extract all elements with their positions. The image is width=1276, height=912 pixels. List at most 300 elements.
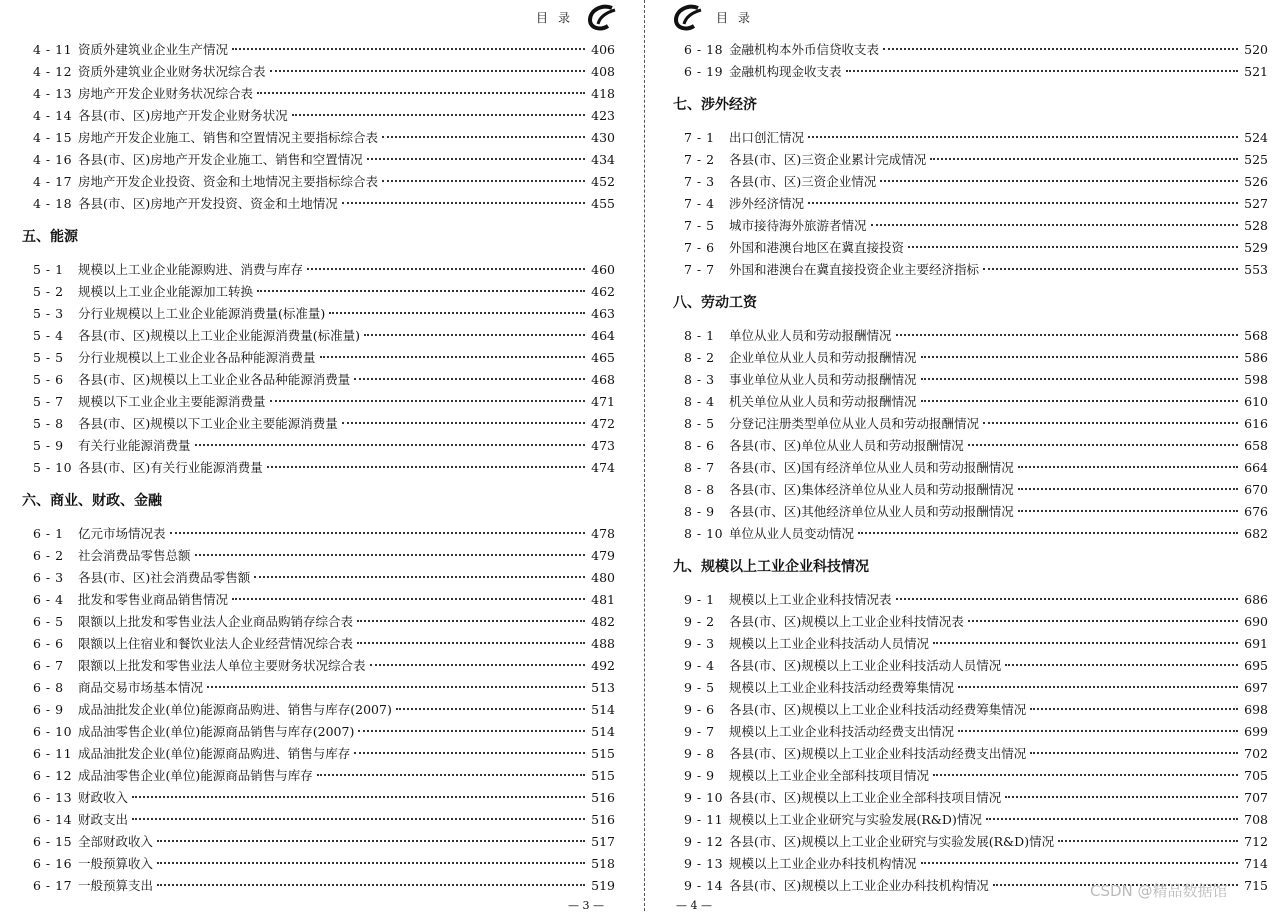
dot-leader [270, 400, 585, 402]
toc-entry[interactable] [660, 215, 1276, 237]
entry-title: 机关单位从业人员和劳动报酬情况 [729, 394, 917, 409]
entry-page: 702 [1244, 746, 1268, 761]
toc-entry[interactable] [660, 633, 1276, 655]
toc-entry[interactable] [0, 457, 630, 479]
entry-title: 资质外建筑业企业财务状况综合表 [78, 64, 266, 79]
dot-leader [132, 818, 585, 820]
dot-leader [329, 312, 585, 314]
dot-leader [157, 862, 585, 864]
entry-title: 金融机构现金收支表 [729, 64, 842, 79]
toc-entry[interactable] [0, 523, 630, 545]
dot-leader [157, 840, 585, 842]
toc-entry[interactable] [0, 105, 630, 127]
dot-leader [354, 752, 585, 754]
entry-page: 521 [1244, 64, 1268, 79]
entry-page: 519 [591, 878, 615, 893]
entry-page: 698 [1244, 702, 1268, 717]
entry-title: 各县(市、区)规模以上工业企业能源消费量(标准量) [78, 328, 361, 343]
entry-number: 8 - 5 [684, 416, 715, 431]
toc-entry[interactable] [0, 369, 630, 391]
entry-page: 463 [591, 306, 615, 321]
dot-leader [382, 136, 585, 138]
entry-title: 各县(市、区)规模以上工业企业科技情况表 [729, 614, 964, 629]
dot-leader [921, 356, 1238, 358]
toc-entry[interactable] [660, 61, 1276, 83]
entry-number: 9 - 6 [684, 702, 715, 717]
section-heading: 九、规模以上工业企业科技情况 [673, 559, 869, 575]
entry-number: 4 - 11 [33, 42, 73, 57]
entry-number: 5 - 5 [33, 350, 64, 365]
entry-title: 一般预算支出 [78, 878, 154, 893]
entry-page: 712 [1244, 834, 1268, 849]
toc-entry[interactable] [0, 259, 630, 281]
entry-page: 525 [1244, 152, 1268, 167]
dot-leader [354, 378, 585, 380]
entry-title: 外国和港澳台地区在冀直接投资 [729, 240, 905, 255]
toc-entry[interactable] [0, 831, 630, 853]
dot-leader [292, 114, 585, 116]
entry-page: 474 [591, 460, 615, 475]
dot-leader [930, 158, 1238, 160]
toc-entry[interactable] [660, 853, 1276, 875]
toc-entry[interactable] [0, 567, 630, 589]
entry-page: 658 [1244, 438, 1268, 453]
entry-number: 8 - 2 [684, 350, 715, 365]
entry-number: 4 - 12 [33, 64, 73, 79]
right-page [660, 0, 1276, 911]
toc-entry[interactable] [0, 633, 630, 655]
entry-page: 434 [591, 152, 615, 167]
dot-leader [1005, 664, 1238, 666]
entry-title: 成品油零售企业(单位)能源商品销售与库存(2007) [78, 724, 355, 739]
dot-leader [858, 532, 1238, 534]
toc-entry[interactable] [660, 523, 1276, 545]
toc-entry[interactable] [660, 193, 1276, 215]
entry-title: 限额以上批发和零售业法人单位主要财务状况综合表 [78, 658, 366, 673]
entry-number: 4 - 16 [33, 152, 73, 167]
toc-entry[interactable] [0, 677, 630, 699]
dot-leader [232, 598, 585, 600]
entry-title: 金融机构本外币信贷收支表 [729, 42, 880, 57]
dot-leader [958, 686, 1238, 688]
dot-leader [358, 730, 585, 732]
dot-leader [367, 158, 585, 160]
dot-leader [307, 268, 585, 270]
running-head: 目录 [716, 11, 761, 25]
entry-title: 限额以上批发和零售业法人企业商品购销存综合表 [78, 614, 354, 629]
entry-number: 8 - 1 [684, 328, 715, 343]
dot-leader [232, 48, 585, 50]
entry-page: 707 [1244, 790, 1268, 805]
entry-title: 各县(市、区)房地产开发企业财务状况 [78, 108, 288, 123]
toc-entry[interactable] [660, 149, 1276, 171]
entry-title: 各县(市、区)规模以上工业企业研究与实验发展(R&D)情况 [729, 834, 1055, 849]
toc-entry[interactable] [0, 413, 630, 435]
entry-number: 6 - 3 [33, 570, 64, 585]
page-number: — 4 — [676, 899, 712, 912]
publisher-logo-icon [586, 4, 618, 32]
dot-leader [846, 70, 1238, 72]
entry-number: 8 - 4 [684, 394, 715, 409]
entry-title: 城市接待海外旅游者情况 [729, 218, 867, 233]
entry-number: 6 - 1 [33, 526, 64, 541]
left-page [0, 0, 630, 911]
entry-page: 715 [1244, 878, 1268, 893]
toc-entry[interactable] [660, 413, 1276, 435]
toc-entry[interactable] [0, 347, 630, 369]
page-number: — 3 — [568, 899, 604, 912]
page-gutter [644, 0, 645, 911]
entry-page: 516 [591, 812, 615, 827]
entry-title: 房地产开发企业财务状况综合表 [78, 86, 254, 101]
entry-title: 规模以上工业企业能源加工转换 [78, 284, 254, 299]
entry-page: 452 [591, 174, 615, 189]
entry-number: 7 - 2 [684, 152, 715, 167]
dot-leader [908, 246, 1238, 248]
toc-entry[interactable] [660, 347, 1276, 369]
entry-page: 527 [1244, 196, 1268, 211]
entry-page: 408 [591, 64, 615, 79]
entry-page: 708 [1244, 812, 1268, 827]
entry-number: 6 - 16 [33, 856, 73, 871]
entry-number: 7 - 3 [684, 174, 715, 189]
toc-entry[interactable] [660, 765, 1276, 787]
entry-number: 4 - 17 [33, 174, 73, 189]
entry-title: 单位从业人员变动情况 [729, 526, 855, 541]
toc-entry[interactable] [0, 721, 630, 743]
entry-number: 6 - 17 [33, 878, 73, 893]
entry-title: 资质外建筑业企业生产情况 [78, 42, 229, 57]
toc-entry[interactable] [660, 479, 1276, 501]
entry-title: 各县(市、区)规模以上工业企业全部科技项目情况 [729, 790, 1002, 805]
entry-title: 规模以上工业企业科技活动经费筹集情况 [729, 680, 955, 695]
toc-entry[interactable] [0, 303, 630, 325]
toc-entry[interactable] [0, 853, 630, 875]
toc-entry[interactable] [660, 457, 1276, 479]
entry-title: 各县(市、区)三资企业累计完成情况 [729, 152, 927, 167]
entry-page: 462 [591, 284, 615, 299]
entry-title: 规模以上工业企业科技活动经费支出情况 [729, 724, 955, 739]
entry-number: 4 - 13 [33, 86, 73, 101]
entry-page: 423 [591, 108, 615, 123]
entry-number: 9 - 13 [684, 856, 724, 871]
dot-leader [986, 818, 1238, 820]
entry-number: 6 - 9 [33, 702, 64, 717]
toc-entry[interactable] [660, 611, 1276, 633]
entry-page: 610 [1244, 394, 1268, 409]
toc-entry[interactable] [660, 171, 1276, 193]
toc-entry[interactable] [660, 787, 1276, 809]
entry-title: 各县(市、区)其他经济单位从业人员和劳动报酬情况 [729, 504, 1014, 519]
dot-leader [270, 70, 585, 72]
entry-page: 514 [591, 702, 615, 717]
dot-leader [896, 334, 1238, 336]
entry-number: 6 - 2 [33, 548, 64, 563]
entry-number: 4 - 14 [33, 108, 73, 123]
toc-entry[interactable] [660, 809, 1276, 831]
entry-page: 515 [591, 768, 615, 783]
entry-page: 686 [1244, 592, 1268, 607]
toc-entry[interactable] [0, 39, 630, 61]
dot-leader [883, 48, 1238, 50]
entry-number: 5 - 2 [33, 284, 64, 299]
toc-entry[interactable] [660, 677, 1276, 699]
dot-leader [370, 664, 585, 666]
dot-leader [317, 774, 585, 776]
entry-number: 7 - 7 [684, 262, 715, 277]
entry-number: 5 - 3 [33, 306, 64, 321]
entry-title: 分行业规模以上工业企业各品种能源消费量 [78, 350, 316, 365]
entry-number: 5 - 8 [33, 416, 64, 431]
entry-title: 规模以上工业企业能源购进、消费与库存 [78, 262, 304, 277]
dot-leader [1018, 466, 1238, 468]
toc-entry[interactable] [0, 655, 630, 677]
entry-page: 482 [591, 614, 615, 629]
toc-entry[interactable] [660, 655, 1276, 677]
toc-entry[interactable] [660, 831, 1276, 853]
entry-title: 房地产开发企业施工、销售和空置情况主要指标综合表 [78, 130, 379, 145]
dot-leader [896, 598, 1238, 600]
dot-leader [396, 708, 585, 710]
dot-leader [1058, 840, 1238, 842]
entry-title: 亿元市场情况表 [78, 526, 166, 541]
entry-number: 9 - 8 [684, 746, 715, 761]
toc-entry[interactable] [0, 699, 630, 721]
entry-title: 各县(市、区)单位从业人员和劳动报酬情况 [729, 438, 964, 453]
entry-title: 有关行业能源消费量 [78, 438, 191, 453]
entry-page: 586 [1244, 350, 1268, 365]
entry-title: 涉外经济情况 [729, 196, 805, 211]
entry-number: 5 - 10 [33, 460, 73, 475]
entry-page: 478 [591, 526, 615, 541]
dot-leader [871, 224, 1238, 226]
dot-leader [357, 642, 585, 644]
toc-entry[interactable] [660, 237, 1276, 259]
watermark: CSDN @精品数据馆 [1090, 882, 1228, 900]
entry-title: 成品油批发企业(单位)能源商品购进、销售与库存 [78, 746, 351, 761]
toc-entry[interactable] [0, 589, 630, 611]
entry-title: 企业单位从业人员和劳动报酬情况 [729, 350, 917, 365]
entry-title: 各县(市、区)规模以上工业企业科技活动经费支出情况 [729, 746, 1027, 761]
section-heading: 五、能源 [22, 229, 78, 245]
entry-number: 8 - 7 [684, 460, 715, 475]
entry-page: 524 [1244, 130, 1268, 145]
entry-title: 限额以上住宿业和餐饮业法人企业经营情况综合表 [78, 636, 354, 651]
entry-title: 各县(市、区)社会消费品零售额 [78, 570, 251, 585]
entry-page: 514 [591, 724, 615, 739]
entry-title: 各县(市、区)房地产开发投资、资金和土地情况 [78, 196, 338, 211]
entry-page: 430 [591, 130, 615, 145]
entry-page: 664 [1244, 460, 1268, 475]
toc-entry[interactable] [0, 875, 630, 897]
entry-page: 697 [1244, 680, 1268, 695]
entry-number: 9 - 2 [684, 614, 715, 629]
entry-title: 全部财政收入 [78, 834, 154, 849]
running-head: 目录 [536, 11, 581, 25]
toc-entry[interactable] [0, 545, 630, 567]
dot-leader [170, 532, 585, 534]
entry-page: 616 [1244, 416, 1268, 431]
entry-number: 7 - 1 [684, 130, 715, 145]
entry-page: 468 [591, 372, 615, 387]
entry-page: 682 [1244, 526, 1268, 541]
entry-page: 529 [1244, 240, 1268, 255]
entry-title: 房地产开发企业投资、资金和土地情况主要指标综合表 [78, 174, 379, 189]
toc-entry[interactable] [660, 501, 1276, 523]
entry-page: 690 [1244, 614, 1268, 629]
toc-entry[interactable] [660, 259, 1276, 281]
entry-page: 460 [591, 262, 615, 277]
entry-page: 691 [1244, 636, 1268, 651]
toc-entry[interactable] [0, 83, 630, 105]
entry-page: 714 [1244, 856, 1268, 871]
entry-number: 9 - 14 [684, 878, 724, 893]
entry-number: 6 - 7 [33, 658, 64, 673]
entry-number: 8 - 9 [684, 504, 715, 519]
entry-number: 6 - 10 [33, 724, 73, 739]
toc-entry[interactable] [0, 193, 630, 215]
entry-title: 各县(市、区)规模以上工业企业办科技机构情况 [729, 878, 989, 893]
entry-page: 705 [1244, 768, 1268, 783]
entry-page: 471 [591, 394, 615, 409]
entry-page: 492 [591, 658, 615, 673]
entry-number: 6 - 19 [684, 64, 724, 79]
toc-entry[interactable] [660, 391, 1276, 413]
entry-number: 4 - 15 [33, 130, 73, 145]
dot-leader [357, 620, 585, 622]
entry-number: 6 - 8 [33, 680, 64, 695]
entry-title: 各县(市、区)集体经济单位从业人员和劳动报酬情况 [729, 482, 1014, 497]
entry-title: 外国和港澳台在冀直接投资企业主要经济指标 [729, 262, 980, 277]
entry-page: 553 [1244, 262, 1268, 277]
entry-page: 473 [591, 438, 615, 453]
entry-page: 676 [1244, 504, 1268, 519]
toc-entry[interactable] [0, 787, 630, 809]
toc-entry[interactable] [0, 127, 630, 149]
dot-leader [342, 422, 585, 424]
publisher-logo-icon [672, 4, 704, 32]
entry-page: 528 [1244, 218, 1268, 233]
toc-list [0, 39, 630, 897]
dot-leader [254, 576, 585, 578]
entry-number: 9 - 1 [684, 592, 715, 607]
toc-entry[interactable] [0, 809, 630, 831]
dot-leader [933, 642, 1238, 644]
dot-leader [157, 884, 585, 886]
entry-number: 7 - 6 [684, 240, 715, 255]
entry-title: 各县(市、区)国有经济单位从业人员和劳动报酬情况 [729, 460, 1014, 475]
entry-page: 455 [591, 196, 615, 211]
toc-entry[interactable] [0, 611, 630, 633]
toc-entry[interactable] [0, 149, 630, 171]
toc-entry[interactable] [0, 391, 630, 413]
entry-page: 526 [1244, 174, 1268, 189]
entry-title: 各县(市、区)规模以上工业企业各品种能源消费量 [78, 372, 351, 387]
dot-leader [808, 202, 1238, 204]
entry-number: 9 - 11 [684, 812, 724, 827]
entry-page: 480 [591, 570, 615, 585]
entry-page: 695 [1244, 658, 1268, 673]
dot-leader [921, 400, 1238, 402]
entry-title: 单位从业人员和劳动报酬情况 [729, 328, 892, 343]
entry-title: 事业单位从业人员和劳动报酬情况 [729, 372, 917, 387]
entry-number: 6 - 6 [33, 636, 64, 651]
entry-page: 515 [591, 746, 615, 761]
entry-number: 9 - 7 [684, 724, 715, 739]
toc-entry[interactable] [660, 721, 1276, 743]
entry-title: 规模以上工业企业科技活动人员情况 [729, 636, 930, 651]
entry-page: 517 [591, 834, 615, 849]
entry-page: 699 [1244, 724, 1268, 739]
entry-title: 各县(市、区)有关行业能源消费量 [78, 460, 263, 475]
entry-number: 9 - 3 [684, 636, 715, 651]
toc-entry[interactable] [0, 435, 630, 457]
entry-page: 513 [591, 680, 615, 695]
dot-leader [207, 686, 585, 688]
entry-title: 各县(市、区)房地产开发企业施工、销售和空置情况 [78, 152, 363, 167]
dot-leader [983, 268, 1238, 270]
entry-page: 670 [1244, 482, 1268, 497]
toc-entry[interactable] [0, 171, 630, 193]
toc-entry[interactable] [660, 127, 1276, 149]
dot-leader [880, 180, 1238, 182]
entry-number: 8 - 10 [684, 526, 724, 541]
entry-number: 9 - 10 [684, 790, 724, 805]
toc-entry[interactable] [0, 325, 630, 347]
toc-entry[interactable] [660, 435, 1276, 457]
entry-title: 财政收入 [78, 790, 129, 805]
toc-entry[interactable] [0, 61, 630, 83]
section-heading: 八、劳动工资 [673, 295, 757, 311]
entry-page: 518 [591, 856, 615, 871]
dot-leader [267, 466, 585, 468]
dot-leader [342, 202, 585, 204]
entry-page: 568 [1244, 328, 1268, 343]
toc-entry[interactable] [660, 589, 1276, 611]
toc-entry[interactable] [660, 743, 1276, 765]
dot-leader [364, 334, 585, 336]
entry-number: 9 - 5 [684, 680, 715, 695]
entry-page: 464 [591, 328, 615, 343]
entry-title: 财政支出 [78, 812, 129, 827]
entry-page: 418 [591, 86, 615, 101]
entry-title: 各县(市、区)规模以上工业企业科技活动经费筹集情况 [729, 702, 1027, 717]
entry-title: 社会消费品零售总额 [78, 548, 191, 563]
entry-page: 472 [591, 416, 615, 431]
toc-entry[interactable] [0, 281, 630, 303]
entry-title: 一般预算收入 [78, 856, 154, 871]
dot-leader [1030, 708, 1238, 710]
toc-entry[interactable] [0, 743, 630, 765]
toc-entry[interactable] [660, 325, 1276, 347]
toc-entry[interactable] [660, 369, 1276, 391]
entry-number: 6 - 14 [33, 812, 73, 827]
entry-page: 598 [1244, 372, 1268, 387]
entry-number: 6 - 4 [33, 592, 64, 607]
entry-title: 商品交易市场基本情况 [78, 680, 204, 695]
dot-leader [1018, 510, 1238, 512]
entry-title: 分登记注册类型单位从业人员和劳动报酬情况 [729, 416, 980, 431]
toc-entry[interactable] [660, 699, 1276, 721]
toc-entry[interactable] [660, 39, 1276, 61]
entry-number: 6 - 18 [684, 42, 724, 57]
dot-leader [968, 620, 1238, 622]
toc-entry[interactable] [0, 765, 630, 787]
entry-number: 5 - 9 [33, 438, 64, 453]
entry-title: 规模以上工业企业科技情况表 [729, 592, 892, 607]
entry-page: 481 [591, 592, 615, 607]
entry-number: 7 - 5 [684, 218, 715, 233]
